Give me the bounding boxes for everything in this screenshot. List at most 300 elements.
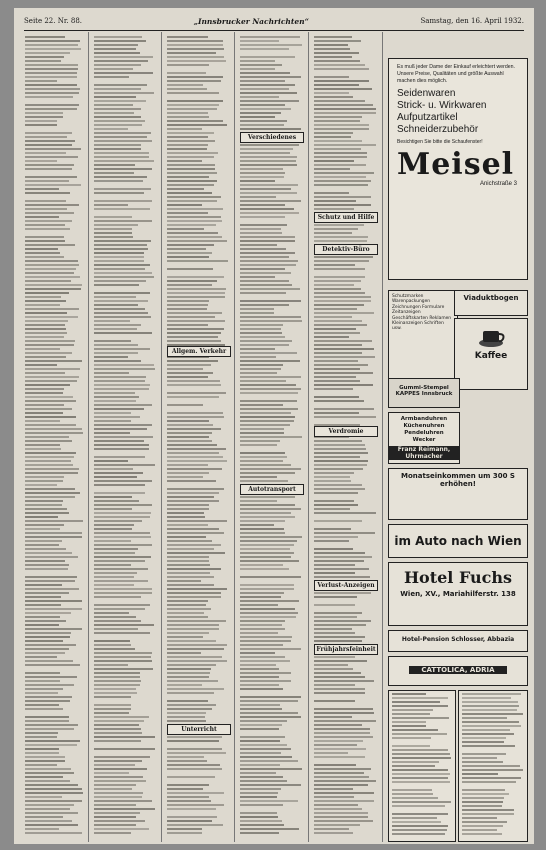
text-line	[314, 692, 365, 694]
text-line	[167, 548, 214, 550]
text-line	[167, 156, 214, 158]
text-line	[25, 132, 72, 134]
text-line	[167, 532, 224, 534]
text-line	[167, 424, 213, 426]
text-line	[314, 480, 351, 482]
text-line	[94, 820, 145, 822]
text-line	[240, 344, 289, 346]
text-line	[167, 700, 208, 702]
text-line	[167, 712, 206, 714]
text-line	[25, 316, 78, 318]
text-line	[25, 292, 69, 294]
text-line	[25, 80, 57, 82]
text-line	[94, 216, 132, 218]
text-line	[240, 716, 301, 718]
text-line	[25, 804, 74, 806]
text-line	[94, 668, 153, 670]
text-line	[240, 376, 301, 378]
text-line	[94, 240, 151, 242]
text-line	[314, 452, 368, 454]
text-line	[167, 280, 217, 282]
text-line	[25, 276, 80, 278]
text-line	[314, 732, 370, 734]
text-line	[94, 420, 131, 422]
text-line	[94, 248, 148, 250]
text-line	[462, 829, 497, 831]
text-line	[167, 64, 209, 66]
text-line	[94, 232, 132, 234]
text-line	[25, 560, 65, 562]
text-line	[167, 820, 212, 822]
text-line	[314, 492, 358, 494]
text-line	[94, 540, 131, 542]
text-line	[314, 168, 350, 170]
text-line	[167, 76, 223, 78]
text-line	[167, 108, 217, 110]
text-line	[167, 324, 208, 326]
text-line	[25, 800, 82, 802]
text-line	[462, 801, 503, 803]
text-line	[240, 800, 298, 802]
text-line	[94, 684, 140, 686]
text-line	[25, 440, 72, 442]
text-line	[314, 532, 375, 534]
text-line	[240, 444, 277, 446]
text-line	[25, 784, 78, 786]
text-line	[94, 516, 150, 518]
text-line	[240, 704, 280, 706]
text-line	[240, 108, 291, 110]
section-autotransport: Autotransport	[240, 484, 304, 495]
text-line	[240, 312, 274, 314]
text-line	[240, 388, 301, 390]
text-line	[314, 288, 361, 290]
text-line	[25, 244, 75, 246]
text-line	[94, 472, 143, 474]
text-line	[94, 764, 135, 766]
text-line	[314, 636, 365, 638]
text-line	[314, 332, 360, 334]
text-line	[94, 556, 151, 558]
text-line	[94, 496, 132, 498]
text-line	[167, 196, 221, 198]
text-line	[25, 164, 74, 166]
text-line	[462, 833, 502, 835]
text-line	[94, 424, 152, 426]
text-line	[25, 52, 70, 54]
text-line	[314, 716, 352, 718]
text-line	[167, 684, 202, 686]
text-line	[167, 556, 209, 558]
text-line	[25, 408, 72, 410]
text-line	[240, 292, 286, 294]
text-line	[25, 336, 64, 338]
text-line	[167, 816, 217, 818]
text-line	[167, 660, 227, 662]
text-line	[462, 713, 523, 715]
text-line	[240, 320, 302, 322]
text-line	[462, 781, 516, 783]
text-line	[94, 356, 128, 358]
text-line	[314, 472, 354, 474]
text-line	[25, 228, 70, 230]
text-line	[94, 60, 148, 62]
text-line	[25, 720, 69, 722]
text-line	[167, 84, 203, 86]
text-line	[240, 708, 282, 710]
text-line	[94, 804, 136, 806]
text-line	[25, 140, 75, 142]
text-line	[167, 152, 218, 154]
text-line	[25, 332, 67, 334]
text-line	[167, 72, 206, 74]
text-line	[314, 176, 366, 178]
text-line	[25, 660, 73, 662]
text-line	[25, 412, 63, 414]
text-line	[167, 36, 208, 38]
text-line	[240, 724, 282, 726]
text-line	[240, 356, 276, 358]
text-line	[94, 680, 141, 682]
text-line	[314, 400, 364, 402]
text-line	[167, 340, 221, 342]
text-line	[240, 468, 301, 470]
meisel-visit: Besichtigen Sie bitte die Schaufenster!	[397, 139, 483, 145]
text-line	[25, 752, 59, 754]
text-line	[25, 780, 70, 782]
text-line	[94, 528, 132, 530]
text-line	[240, 36, 300, 38]
text-line	[314, 40, 361, 42]
text-line	[94, 140, 152, 142]
column-rule	[308, 32, 309, 842]
text-line	[167, 252, 212, 254]
text-line	[25, 84, 77, 86]
text-line	[94, 520, 142, 522]
text-line	[94, 792, 143, 794]
text-line	[240, 672, 291, 674]
text-line	[314, 196, 371, 198]
text-line	[167, 316, 215, 318]
text-line	[167, 56, 224, 58]
text-line	[240, 408, 298, 410]
text-line	[167, 500, 219, 502]
text-line	[167, 468, 222, 470]
text-line	[314, 84, 359, 86]
text-line	[25, 636, 70, 638]
text-line	[392, 781, 450, 783]
text-line	[167, 528, 219, 530]
text-line	[240, 44, 302, 46]
text-line	[94, 72, 153, 74]
text-line	[94, 380, 145, 382]
text-line	[240, 628, 285, 630]
text-line	[240, 160, 296, 162]
text-line	[240, 496, 295, 498]
cattolica-ad	[388, 656, 528, 686]
text-line	[240, 788, 281, 790]
text-line	[25, 656, 57, 658]
text-line	[25, 600, 82, 602]
text-line	[94, 268, 145, 270]
text-line	[25, 824, 78, 826]
column-rule	[234, 32, 235, 842]
text-line	[240, 80, 285, 82]
text-line	[167, 256, 209, 258]
text-line	[314, 612, 362, 614]
text-line	[314, 340, 372, 342]
text-line	[25, 96, 73, 98]
text-line	[240, 500, 277, 502]
text-line	[25, 528, 60, 530]
text-line	[314, 776, 369, 778]
text-line	[314, 572, 355, 574]
text-line	[94, 128, 128, 130]
text-line	[314, 224, 364, 226]
text-line	[94, 332, 152, 334]
text-line	[94, 696, 131, 698]
text-line	[25, 680, 60, 682]
text-line	[314, 412, 359, 414]
text-line	[94, 448, 149, 450]
text-line	[314, 440, 362, 442]
text-line	[25, 192, 70, 194]
text-line	[25, 580, 75, 582]
text-line	[314, 268, 365, 270]
text-line	[392, 793, 433, 795]
text-line	[167, 708, 212, 710]
hotel-fuchs-title: Hotel Fuchs	[403, 568, 513, 587]
text-line	[167, 188, 204, 190]
text-line	[167, 260, 228, 262]
text-line	[167, 140, 215, 142]
text-line	[167, 124, 227, 126]
text-line	[94, 612, 129, 614]
text-line	[167, 368, 203, 370]
text-line	[240, 204, 285, 206]
text-line	[25, 532, 82, 534]
text-line	[240, 92, 297, 94]
text-line	[94, 44, 138, 46]
text-line	[240, 284, 292, 286]
text-line	[314, 352, 362, 354]
text-line	[94, 156, 149, 158]
text-line	[167, 600, 208, 602]
text-line	[240, 264, 296, 266]
text-line	[25, 508, 67, 510]
text-line	[167, 544, 221, 546]
text-line	[94, 236, 133, 238]
text-line	[167, 144, 208, 146]
text-line	[25, 452, 76, 454]
text-line	[94, 564, 131, 566]
text-line	[25, 832, 82, 834]
text-line	[94, 76, 129, 78]
text-line	[167, 644, 227, 646]
column-rule	[88, 32, 89, 842]
text-line	[240, 336, 285, 338]
text-line	[240, 72, 290, 74]
text-line	[240, 660, 290, 662]
text-line	[462, 765, 520, 767]
text-line	[94, 340, 131, 342]
text-line	[462, 729, 510, 731]
text-line	[25, 180, 69, 182]
text-line	[25, 748, 59, 750]
text-line	[240, 192, 297, 194]
text-line	[314, 548, 353, 550]
classified-column-2	[91, 34, 158, 839]
text-line	[314, 116, 362, 118]
text-line	[240, 240, 295, 242]
text-line	[314, 144, 376, 146]
armband-text: Armbanduhren Küchenuhren Pendeluhren Wecker	[400, 416, 448, 443]
text-line	[25, 456, 74, 458]
text-line	[314, 712, 374, 714]
text-line	[25, 400, 76, 402]
text-line	[167, 40, 223, 42]
text-line	[240, 280, 289, 282]
text-line	[94, 500, 139, 502]
text-line	[25, 348, 60, 350]
text-line	[240, 648, 301, 650]
text-line	[240, 520, 285, 522]
text-line	[462, 757, 497, 759]
text-line	[25, 688, 63, 690]
text-line	[94, 348, 150, 350]
text-line	[314, 120, 360, 122]
text-line	[167, 716, 205, 718]
text-line	[240, 316, 301, 318]
text-line	[25, 552, 72, 554]
text-line	[314, 368, 360, 370]
text-line	[167, 220, 222, 222]
text-line	[94, 328, 137, 330]
text-line	[94, 432, 130, 434]
text-line	[94, 780, 146, 782]
text-line	[94, 392, 135, 394]
text-line	[462, 721, 519, 723]
text-line	[314, 788, 353, 790]
text-line	[167, 480, 216, 482]
text-line	[314, 296, 371, 298]
text-line	[392, 769, 448, 771]
page-number: Seite 22. Nr. 88.	[24, 17, 82, 25]
text-line	[25, 828, 59, 830]
text-line	[167, 148, 207, 150]
text-line	[94, 384, 150, 386]
text-line	[94, 100, 146, 102]
text-line	[25, 60, 61, 62]
text-line	[240, 368, 281, 370]
text-line	[25, 236, 64, 238]
text-line	[240, 544, 294, 546]
text-line	[462, 813, 514, 815]
text-line	[462, 793, 509, 795]
text-line	[94, 308, 145, 310]
text-line	[167, 380, 220, 382]
text-line	[314, 476, 350, 478]
text-line	[314, 208, 354, 210]
text-line	[94, 628, 138, 630]
text-line	[25, 280, 71, 282]
text-line	[167, 624, 219, 626]
text-line	[240, 252, 295, 254]
text-line	[392, 765, 435, 767]
text-line	[25, 328, 66, 330]
meisel-heading-2: Strick- u. Wirkwaren	[397, 100, 487, 111]
text-line	[314, 280, 361, 282]
text-line	[462, 745, 515, 747]
text-line	[462, 693, 521, 695]
text-line	[240, 768, 302, 770]
text-line	[94, 736, 155, 738]
text-line	[94, 656, 151, 658]
text-line	[167, 216, 221, 218]
text-line	[240, 456, 287, 458]
text-line	[94, 84, 147, 86]
text-line	[314, 624, 366, 626]
text-line	[314, 592, 371, 594]
text-line	[25, 120, 57, 122]
text-line	[314, 456, 360, 458]
text-line	[240, 120, 287, 122]
text-line	[94, 368, 155, 370]
text-line	[94, 712, 129, 714]
text-line	[167, 60, 226, 62]
text-line	[314, 576, 370, 578]
text-line	[25, 624, 59, 626]
classified-column-3	[164, 34, 231, 839]
text-line	[314, 164, 366, 166]
text-line	[167, 240, 227, 242]
text-line	[240, 172, 285, 174]
text-line	[167, 436, 209, 438]
text-line	[314, 292, 365, 294]
text-line	[462, 809, 514, 811]
text-line	[25, 264, 79, 266]
text-line	[25, 808, 70, 810]
text-line	[314, 356, 375, 358]
text-line	[240, 636, 292, 638]
text-line	[314, 300, 371, 302]
text-line	[94, 252, 144, 254]
text-line	[240, 248, 286, 250]
text-line	[25, 644, 76, 646]
text-line	[314, 416, 376, 418]
text-line	[94, 640, 130, 642]
viaduktbogen-ad	[454, 290, 528, 316]
text-line	[314, 464, 367, 466]
text-line	[94, 120, 145, 122]
text-line	[240, 152, 290, 154]
text-line	[314, 616, 357, 618]
text-line	[25, 48, 81, 50]
text-line	[314, 708, 373, 710]
text-line	[240, 400, 297, 402]
text-line	[314, 700, 355, 702]
text-line	[240, 504, 295, 506]
text-line	[25, 340, 75, 342]
text-line	[25, 300, 66, 302]
text-line	[25, 488, 75, 490]
text-line	[25, 816, 63, 818]
text-line	[167, 224, 216, 226]
text-line	[240, 260, 298, 262]
text-line	[314, 676, 365, 678]
text-line	[94, 484, 145, 486]
text-line	[167, 372, 213, 374]
